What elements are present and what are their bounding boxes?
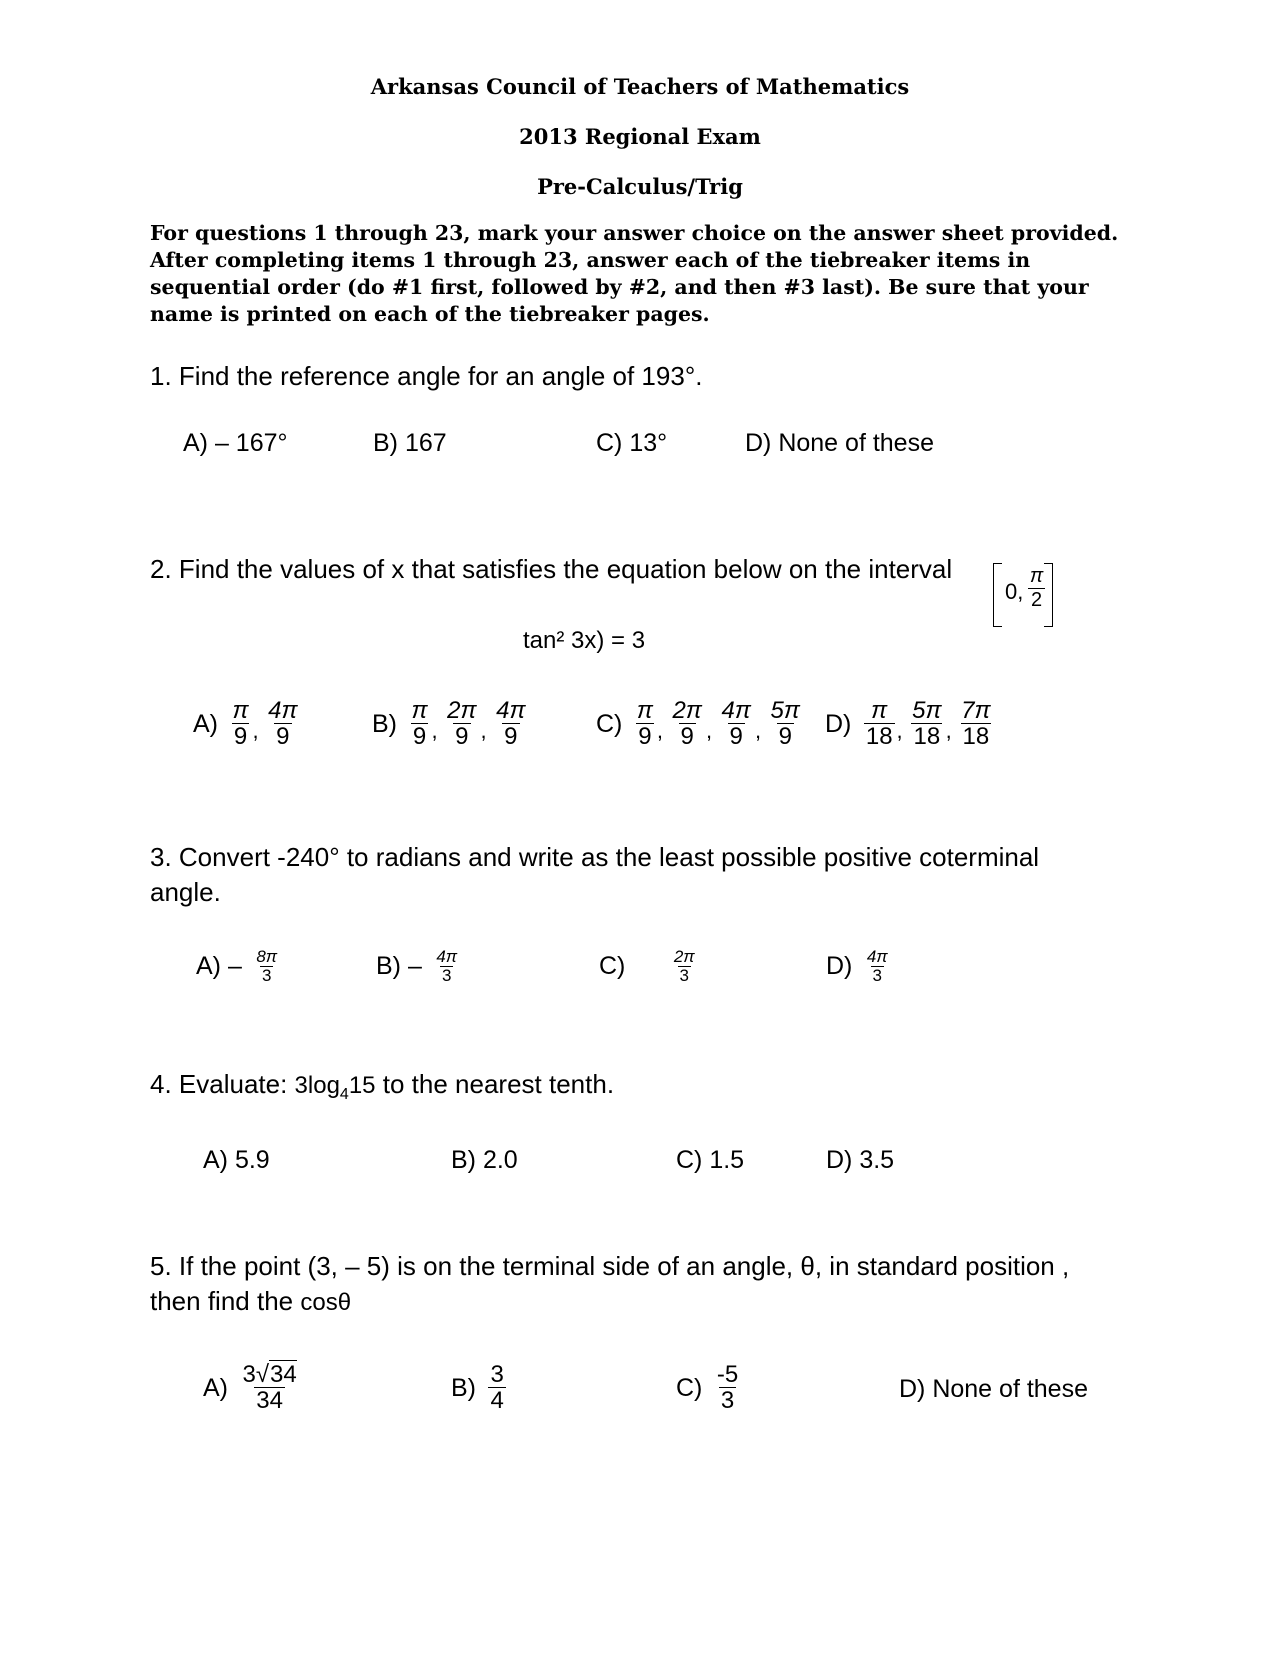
- instructions: For questions 1 through 23, mark your answer choice on the answer sheet provided. After completing items 1 through 23, answer each of the tiebreaker items in sequential order (do #1 first, followed by #2, and then #3 last). Be sure that your name is printed on each of the tiebreaker pages.: [150, 221, 1119, 326]
- question-2-text: 2. Find the values of x that satisfies the equation below on the interval: [150, 554, 953, 584]
- interval-left-value: 0,: [1005, 579, 1024, 604]
- frac: $\frac{4\pi}{9}$: [268, 697, 298, 751]
- q4-option-b: B) 2.0: [451, 1146, 518, 1174]
- frac: $\frac{4\pi}{9}$: [721, 697, 751, 751]
- q2-option-d: D) $\frac{\pi}{18}$ , $\frac{5\pi}{18}$ , $\frac{7\pi}{18}$: [825, 697, 991, 751]
- q3-option-d: D) $\frac{4\pi}{3}$: [826, 947, 888, 985]
- q5-option-d: D) None of these: [899, 1375, 1088, 1403]
- q1-option-a: A) – 167°: [183, 429, 288, 457]
- q3-option-b: B) – $\frac{4\pi}{3}$: [376, 947, 458, 985]
- frac: $\frac{\pi}{9}$: [636, 697, 653, 751]
- q5-option-a: A) $\frac{3√34}{34}$: [203, 1361, 297, 1415]
- question-4-text: 4. Evaluate: $3\log_415$ to the nearest tenth.: [150, 1069, 615, 1103]
- frac: $\frac{\pi}{9}$: [411, 697, 428, 751]
- q2-option-a: A) $\frac{\pi}{9}$ , $\frac{4\pi}{9}$: [193, 697, 298, 751]
- question-5-text-line1: 5. If the point (3, – 5) is on the terminal side of an angle, θ, in standard position ,: [150, 1251, 1070, 1281]
- q5-option-c: C) $\frac{-5}{3}$: [676, 1361, 739, 1415]
- q3-option-a: A) – $\frac{8\pi}{3}$: [196, 947, 278, 985]
- frac: $\frac{\pi}{18}$: [865, 697, 893, 751]
- cos-theta-expression: cosθ: [300, 1289, 352, 1316]
- interval-left-bracket: [993, 563, 1002, 627]
- q4-option-a: A) 5.9: [203, 1146, 270, 1174]
- frac: $\frac{3}{4}$: [490, 1361, 504, 1415]
- frac: $\frac{7\pi}{18}$: [961, 697, 991, 751]
- frac: $\frac{4\pi}{9}$: [496, 697, 526, 751]
- frac: $\frac{4\pi}{3}$: [866, 947, 888, 985]
- question-5-text-line2: then find the cosθ: [150, 1286, 352, 1316]
- q1-option-d: D) None of these: [745, 429, 934, 457]
- frac: $\frac{2\pi}{9}$: [672, 697, 702, 751]
- frac: $\frac{3√34}{34}$: [242, 1361, 297, 1415]
- subject-title: Pre-Calculus/Trig: [537, 174, 743, 199]
- log-expression: $3\log_415$: [294, 1072, 376, 1103]
- frac: $\frac{2\pi}{3}$: [673, 947, 695, 985]
- q2-option-c: C) $\frac{\pi}{9}$ , $\frac{2\pi}{9}$ , $\frac{4\pi}{9}$ , $\frac{5\pi}{9}$: [596, 697, 800, 751]
- q1-option-c: C) 13°: [596, 429, 668, 457]
- frac: $\frac{5\pi}{18}$: [912, 697, 942, 751]
- frac: $\frac{-5}{3}$: [716, 1361, 739, 1415]
- question-1-text: 1. Find the reference angle for an angle of 193°.: [150, 361, 703, 391]
- q2-option-b: B) $\frac{\pi}{9}$ , $\frac{2\pi}{9}$ , $\frac{4\pi}{9}$: [372, 697, 526, 751]
- question-3-text-line1: 3. Convert -240° to radians and write as the least possible positive coterminal: [150, 842, 1040, 872]
- frac: $\frac{\pi}{9}$: [232, 697, 249, 751]
- org-title: Arkansas Council of Teachers of Mathematics: [370, 74, 910, 99]
- q5-option-b: B) $\frac{3}{4}$: [451, 1361, 504, 1415]
- frac: $\frac{5\pi}{9}$: [770, 697, 800, 751]
- q1-option-b: B) 167: [373, 429, 447, 457]
- q2-equation: tan² 3x) = 3: [523, 627, 646, 654]
- question-3-text-line2: angle.: [150, 877, 221, 907]
- q2-interval: [993, 563, 1053, 627]
- frac: $\frac{4\pi}{3}$: [436, 947, 458, 985]
- q3-option-c: C) $\frac{2\pi}{3}$: [599, 947, 695, 985]
- frac: $\frac{2\pi}{9}$: [447, 697, 477, 751]
- frac: $\frac{8\pi}{3}$: [256, 947, 278, 985]
- interval-right-bracket: [1044, 563, 1053, 627]
- exam-title: 2013 Regional Exam: [519, 124, 761, 149]
- interval-right-fraction: π 2: [1029, 565, 1044, 611]
- q4-option-c: C) 1.5: [676, 1146, 745, 1174]
- q4-option-d: D) 3.5: [826, 1146, 895, 1174]
